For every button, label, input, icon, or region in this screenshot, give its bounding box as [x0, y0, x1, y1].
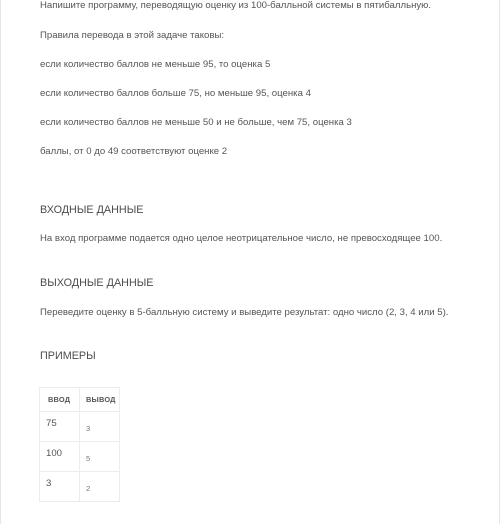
task-intro: Напишите программу, переводящую оценку из 100-балльной системы в пятибалльную. [40, 0, 432, 11]
column-header-output: ВЫВОД [80, 388, 120, 412]
example-input: 100 [40, 442, 80, 472]
input-heading: ВХОДНЫЕ ДАННЫЕ [40, 204, 144, 216]
rule-item: если количество баллов не меньше 95, то оценка 5 [40, 59, 271, 70]
example-output: 2 [80, 472, 120, 502]
example-input: 3 [40, 472, 80, 502]
column-header-input: ВВОД [40, 388, 80, 412]
table-header-row [40, 388, 120, 412]
output-heading: ВЫХОДНЫЕ ДАННЫЕ [40, 277, 154, 289]
output-description: Переведите оценку в 5-балльную систему и выведите результат: одно число (2, 3, 4 или 5). [40, 307, 449, 318]
rule-item: если количество баллов больше 75, но меньше 95, оценка 4 [40, 88, 311, 99]
example-output: 3 [80, 412, 120, 442]
examples-table [39, 387, 120, 502]
example-input: 75 [40, 412, 80, 442]
example-output: 5 [80, 442, 120, 472]
table-row [40, 412, 120, 442]
rule-item: если количество баллов не меньше 50 и не больше, чем 75, оценка 3 [40, 117, 352, 128]
examples-heading: ПРИМЕРЫ [40, 350, 96, 362]
input-description: На вход программе подается одно целое неотрицательное число, не превосходящее 100. [40, 233, 443, 244]
table-row [40, 442, 120, 472]
rules-title: Правила перевода в этой задаче таковы: [40, 30, 225, 41]
rule-item: баллы, от 0 до 49 соответствуют оценке 2 [40, 146, 228, 157]
table-row [40, 472, 120, 502]
